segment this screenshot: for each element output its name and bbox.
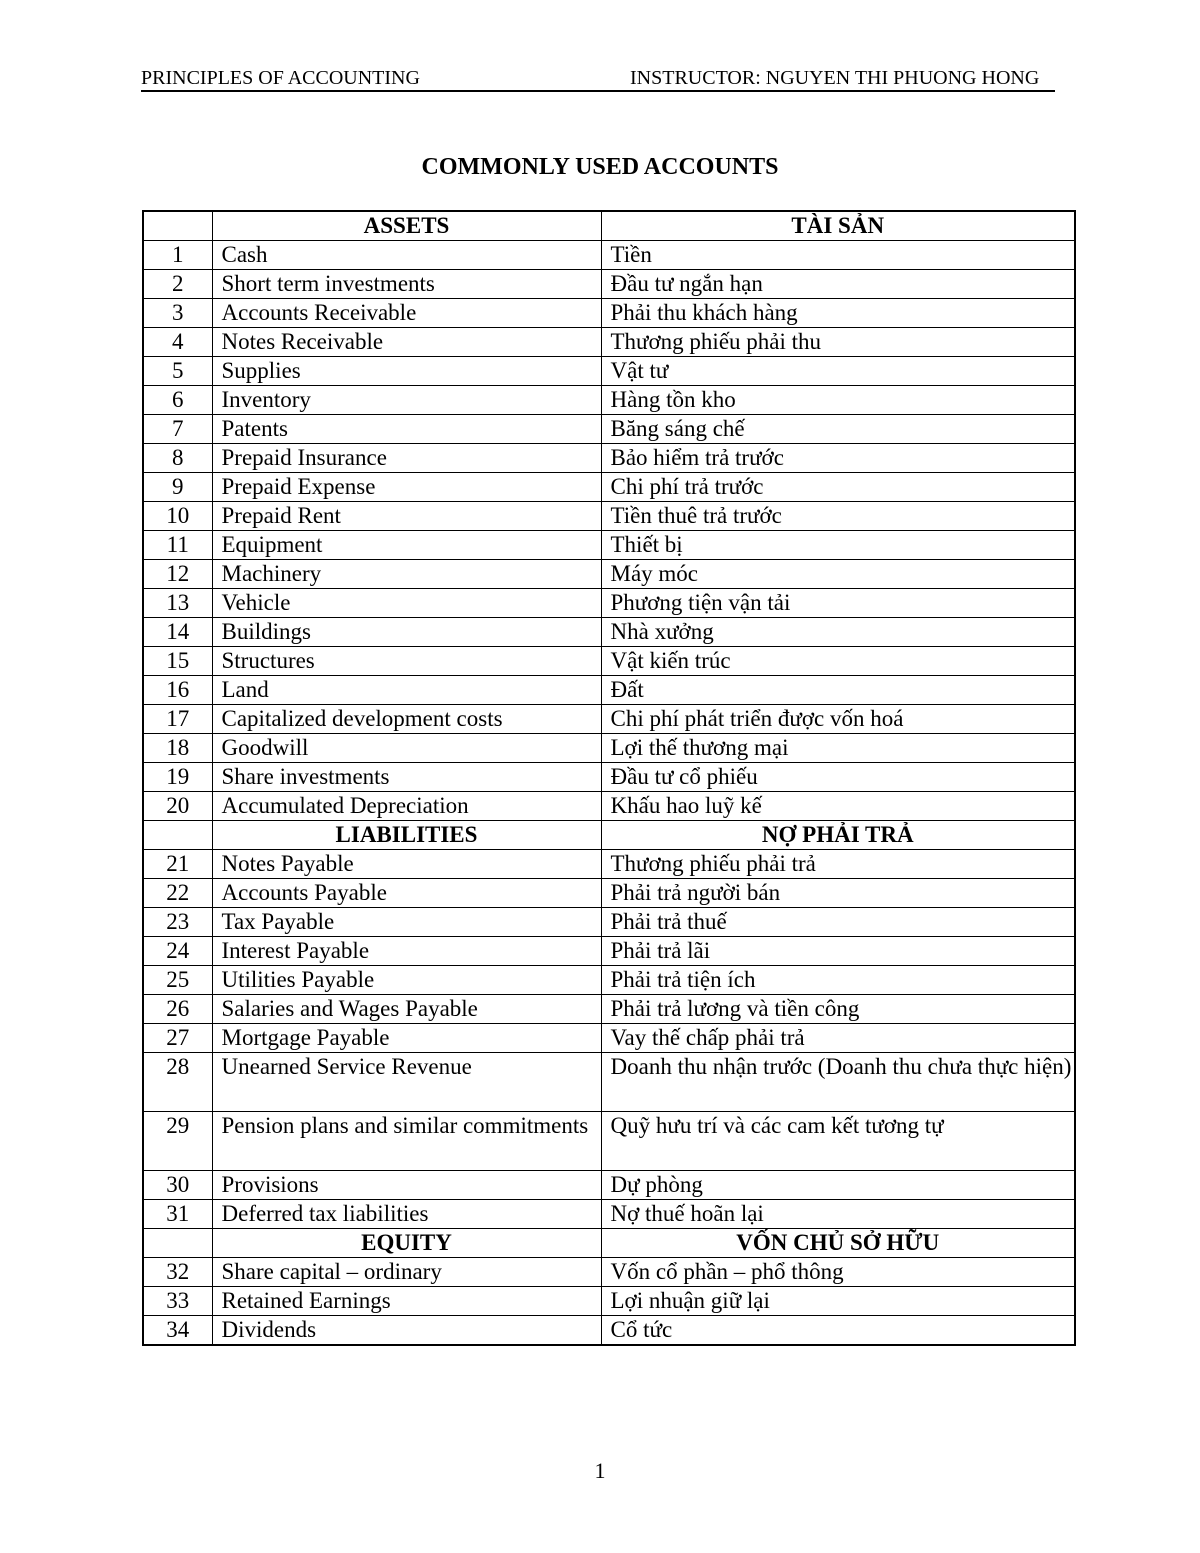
account-name-english: Provisions xyxy=(212,1171,601,1200)
account-number: 21 xyxy=(143,850,212,879)
account-name-vietnamese: Phải trả tiện ích xyxy=(601,966,1075,995)
account-name-vietnamese: Tiền thuê trả trước xyxy=(601,502,1075,531)
account-name-english: Prepaid Expense xyxy=(212,473,601,502)
account-number: 11 xyxy=(143,531,212,560)
account-name-vietnamese: Đầu tư cổ phiếu xyxy=(601,763,1075,792)
account-name-vietnamese: Phương tiện vận tải xyxy=(601,589,1075,618)
account-number: 13 xyxy=(143,589,212,618)
account-name-english: Salaries and Wages Payable xyxy=(212,995,601,1024)
account-name-english: Tax Payable xyxy=(212,908,601,937)
table-row xyxy=(143,763,1075,792)
accounts-table xyxy=(142,210,1076,1346)
table-row xyxy=(143,908,1075,937)
account-number: 29 xyxy=(143,1112,212,1171)
account-name-english: Mortgage Payable xyxy=(212,1024,601,1053)
account-number: 1 xyxy=(143,241,212,270)
section-header-number-cell xyxy=(143,821,212,850)
table-row xyxy=(143,560,1075,589)
account-name-english: Prepaid Insurance xyxy=(212,444,601,473)
account-name-vietnamese: Phải trả người bán xyxy=(601,879,1075,908)
table-row xyxy=(143,502,1075,531)
table-row xyxy=(143,937,1075,966)
account-name-english: Buildings xyxy=(212,618,601,647)
account-name-english: Retained Earnings xyxy=(212,1287,601,1316)
table-row xyxy=(143,1024,1075,1053)
table-row xyxy=(143,676,1075,705)
section-heading-vietnamese: NỢ PHẢI TRẢ xyxy=(601,821,1075,850)
account-number: 32 xyxy=(143,1258,212,1287)
section-header-number-cell xyxy=(143,1229,212,1258)
account-name-english: Machinery xyxy=(212,560,601,589)
account-number: 30 xyxy=(143,1171,212,1200)
course-title: PRINCIPLES OF ACCOUNTING xyxy=(141,67,420,89)
account-name-english: Capitalized development costs xyxy=(212,705,601,734)
account-name-english: Inventory xyxy=(212,386,601,415)
account-name-vietnamese: Chi phí trả trước xyxy=(601,473,1075,502)
account-number: 14 xyxy=(143,618,212,647)
account-name-english: Prepaid Rent xyxy=(212,502,601,531)
section-heading-vietnamese: TÀI SẢN xyxy=(601,211,1075,241)
account-name-vietnamese: Phải trả lãi xyxy=(601,937,1075,966)
account-name-english: Supplies xyxy=(212,357,601,386)
page-number: 1 xyxy=(594,1458,606,1483)
table-row xyxy=(143,328,1075,357)
section-heading-english: ASSETS xyxy=(212,211,601,241)
table-row xyxy=(143,734,1075,763)
account-name-vietnamese: Đầu tư ngắn hạn xyxy=(601,270,1075,299)
table-row xyxy=(143,1053,1075,1112)
account-number: 17 xyxy=(143,705,212,734)
section-header-row xyxy=(143,821,1075,850)
table-row xyxy=(143,850,1075,879)
table-row xyxy=(143,357,1075,386)
table-row xyxy=(143,531,1075,560)
table-row xyxy=(143,1171,1075,1200)
account-name-english: Share capital – ordinary xyxy=(212,1258,601,1287)
account-name-vietnamese: Bảo hiểm trả trước xyxy=(601,444,1075,473)
account-name-english: Vehicle xyxy=(212,589,601,618)
account-name-vietnamese: Máy móc xyxy=(601,560,1075,589)
section-heading-vietnamese: VỐN CHỦ SỞ HỮU xyxy=(601,1229,1075,1258)
account-name-vietnamese: Lợi thế thương mại xyxy=(601,734,1075,763)
account-name-vietnamese: Thương phiếu phải thu xyxy=(601,328,1075,357)
table-row xyxy=(143,270,1075,299)
table-row xyxy=(143,415,1075,444)
account-name-english: Interest Payable xyxy=(212,937,601,966)
section-header-row xyxy=(143,211,1075,241)
account-name-english: Accumulated Depreciation xyxy=(212,792,601,821)
account-name-vietnamese: Doanh thu nhận trước (Doanh thu chưa thực hiện) xyxy=(601,1053,1075,1112)
account-number: 34 xyxy=(143,1316,212,1346)
table-row xyxy=(143,966,1075,995)
account-number: 12 xyxy=(143,560,212,589)
account-name-english: Structures xyxy=(212,647,601,676)
section-heading-english: LIABILITIES xyxy=(212,821,601,850)
account-number: 15 xyxy=(143,647,212,676)
table-row xyxy=(143,995,1075,1024)
account-name-english: Patents xyxy=(212,415,601,444)
account-number: 10 xyxy=(143,502,212,531)
account-name-english: Short term investments xyxy=(212,270,601,299)
account-name-english: Utilities Payable xyxy=(212,966,601,995)
table-row xyxy=(143,647,1075,676)
document-title: COMMONLY USED ACCOUNTS xyxy=(421,154,779,180)
account-name-english: Accounts Receivable xyxy=(212,299,601,328)
account-number: 33 xyxy=(143,1287,212,1316)
account-number: 23 xyxy=(143,908,212,937)
account-name-english: Dividends xyxy=(212,1316,601,1346)
account-name-vietnamese: Quỹ hưu trí và các cam kết tương tự xyxy=(601,1112,1075,1171)
account-name-vietnamese: Đất xyxy=(601,676,1075,705)
account-name-english: Equipment xyxy=(212,531,601,560)
table-row xyxy=(143,792,1075,821)
account-name-vietnamese: Nhà xưởng xyxy=(601,618,1075,647)
account-name-english: Goodwill xyxy=(212,734,601,763)
account-number: 5 xyxy=(143,357,212,386)
table-row xyxy=(143,241,1075,270)
account-name-vietnamese: Vật kiến trúc xyxy=(601,647,1075,676)
section-heading-english: EQUITY xyxy=(212,1229,601,1258)
account-number: 25 xyxy=(143,966,212,995)
account-number: 7 xyxy=(143,415,212,444)
account-name-vietnamese: Vay thế chấp phải trả xyxy=(601,1024,1075,1053)
account-number: 26 xyxy=(143,995,212,1024)
table-row xyxy=(143,879,1075,908)
page-header xyxy=(141,66,1055,92)
account-name-english: Land xyxy=(212,676,601,705)
table-row xyxy=(143,1112,1075,1171)
table-row xyxy=(143,589,1075,618)
account-number: 19 xyxy=(143,763,212,792)
table-row xyxy=(143,618,1075,647)
account-number: 24 xyxy=(143,937,212,966)
table-row xyxy=(143,299,1075,328)
account-name-vietnamese: Dự phòng xyxy=(601,1171,1075,1200)
account-name-vietnamese: Thương phiếu phải trả xyxy=(601,850,1075,879)
account-name-english: Deferred tax liabilities xyxy=(212,1200,601,1229)
account-name-vietnamese: Băng sáng chế xyxy=(601,415,1075,444)
account-name-vietnamese: Phải trả thuế xyxy=(601,908,1075,937)
account-name-english: Unearned Service Revenue xyxy=(212,1053,601,1112)
account-number: 31 xyxy=(143,1200,212,1229)
account-name-vietnamese: Phải thu khách hàng xyxy=(601,299,1075,328)
account-number: 8 xyxy=(143,444,212,473)
account-number: 9 xyxy=(143,473,212,502)
account-number: 3 xyxy=(143,299,212,328)
account-name-vietnamese: Khấu hao luỹ kế xyxy=(601,792,1075,821)
section-header-number-cell xyxy=(143,211,212,241)
table-row xyxy=(143,1316,1075,1346)
account-name-vietnamese: Cổ tức xyxy=(601,1316,1075,1346)
account-name-english: Notes Receivable xyxy=(212,328,601,357)
account-name-english: Cash xyxy=(212,241,601,270)
account-name-vietnamese: Vật tư xyxy=(601,357,1075,386)
table-row xyxy=(143,1200,1075,1229)
account-name-vietnamese: Hàng tồn kho xyxy=(601,386,1075,415)
account-name-vietnamese: Vốn cổ phần – phổ thông xyxy=(601,1258,1075,1287)
table-row xyxy=(143,1287,1075,1316)
account-name-vietnamese: Tiền xyxy=(601,241,1075,270)
account-name-vietnamese: Thiết bị xyxy=(601,531,1075,560)
account-number: 20 xyxy=(143,792,212,821)
table-row xyxy=(143,473,1075,502)
accounts-table-body xyxy=(143,211,1075,1345)
section-header-row xyxy=(143,1229,1075,1258)
table-row xyxy=(143,386,1075,415)
table-row xyxy=(143,1258,1075,1287)
account-number: 4 xyxy=(143,328,212,357)
table-row xyxy=(143,705,1075,734)
account-number: 27 xyxy=(143,1024,212,1053)
account-name-english: Pension plans and similar commitments xyxy=(212,1112,601,1171)
account-name-vietnamese: Chi phí phát triển được vốn hoá xyxy=(601,705,1075,734)
account-name-english: Share investments xyxy=(212,763,601,792)
account-name-vietnamese: Lợi nhuận giữ lại xyxy=(601,1287,1075,1316)
account-name-english: Notes Payable xyxy=(212,850,601,879)
account-number: 2 xyxy=(143,270,212,299)
account-number: 22 xyxy=(143,879,212,908)
account-name-vietnamese: Nợ thuế hoãn lại xyxy=(601,1200,1075,1229)
account-number: 18 xyxy=(143,734,212,763)
account-number: 6 xyxy=(143,386,212,415)
account-name-vietnamese: Phải trả lương và tiền công xyxy=(601,995,1075,1024)
instructor-name: INSTRUCTOR: NGUYEN THI PHUONG HONG xyxy=(630,67,1040,89)
table-row xyxy=(143,444,1075,473)
account-number: 16 xyxy=(143,676,212,705)
account-number: 28 xyxy=(143,1053,212,1112)
account-name-english: Accounts Payable xyxy=(212,879,601,908)
